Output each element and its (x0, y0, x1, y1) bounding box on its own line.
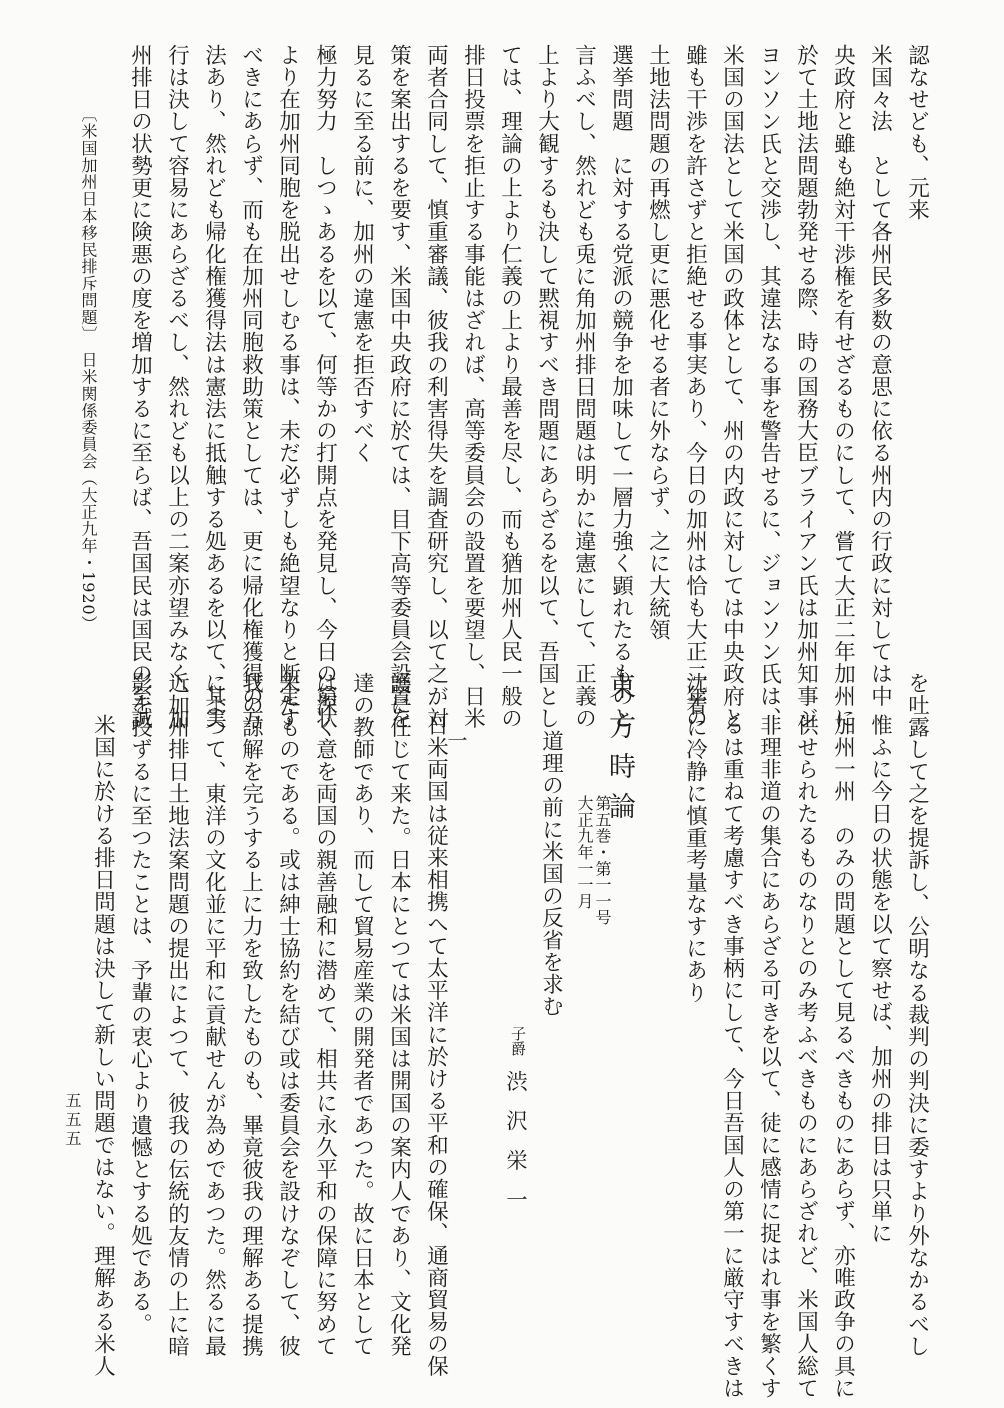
top-line: ては、理論の上より仁義の上より最善を尽し、而も猶加州人民一般の (497, 44, 523, 730)
continuation-line: を吐露して之を提訴し、公明なる裁判の判決に委すより外なかるべし (904, 672, 930, 1358)
top-line: 策を案出するを要す、米国中央政府に於ては、目下高等委員会設置を (386, 44, 412, 730)
top-line: 土地法問題の再燃し更に悪化せる者に外ならず、之に大統領 (645, 44, 671, 641)
body-line: 影を投ずるに至つたことは、予輩の衷心より遺憾とする処である。 (127, 672, 153, 1335)
top-line: 米国の国法として米国の政体として、州の内政に対しては中央政府と (719, 44, 745, 730)
body-line: 近加州排日土地法案問題の提出によつて、彼我の伝統的友情の上に暗 (164, 672, 190, 1358)
article-subtitle: 道理の前に米国の反省を求む (538, 730, 564, 1018)
body-line: 日米両国は従来相携へて太平洋に於ける平和の確保、通商貿易の保 (423, 714, 449, 1377)
top-line: ヨンソン氏と交渉し、其違法なる事を警告せるに、ジョンソン氏は、 (756, 44, 782, 730)
continuation-line: 供せられたるものなりとのみ考ふべきものにあらざれど、米国人総て (793, 714, 819, 1400)
top-line: 選挙問題 に対する党派の競争を加味して一層力強く顕れたるものと (608, 44, 634, 730)
top-line: 排日投票を拒止する事能はざれば、高等委員会の設置を要望し、日米 (460, 44, 486, 730)
page-number: 五五五 (63, 1092, 82, 1149)
body-line: 我の諒解を完うする上に力を致したものも、畢竟彼我の理解ある提携 (238, 672, 264, 1358)
body-line: によつて、東洋の文化並に平和に貢献せんが為めであつた。然るに最 (201, 672, 227, 1358)
section-number: 一 (444, 730, 468, 751)
top-line: より在加州同胞を脱出せしむる事は、未だ必ずしも絶望なりと断定す (275, 44, 301, 730)
author-rank: 子爵 (509, 1026, 527, 1056)
top-line: 言ふべし、然れども兎に角加州排日問題は明かに違憲にして、正義の (571, 44, 597, 730)
volume-line: 第五巻・第一一号 (593, 795, 612, 926)
journal-title: 東方時論 (604, 672, 635, 832)
body-line: 米国に於ける排日問題は決して新しい問題ではない。理解ある米人 (90, 714, 116, 1377)
top-line: 見るに至る前に、加州の違憲を拒否すべく (349, 44, 375, 464)
body-line: 来たものである。或は紳士協約を結び或は委員会を設けなぞして、彼 (275, 672, 301, 1358)
top-line: 法あり、然れども帰化権獲得法は憲法に抵触する処あるを以て、其実 (201, 44, 227, 730)
top-line: 行は決して容易にあらざるべし、然れども以上の二案亦望みなく、加 (164, 44, 190, 730)
continuation-line: 惟ふに今日の状態を以て察せば、加州の排日は只単に (867, 714, 893, 1245)
top-line: 米国々法 として各州民多数の意思に依る州内の行政に対しては中 (867, 44, 893, 707)
source-note: 〔米国加州日本移民排斥問題〕 日米関係委員会（大正九年・1920） (79, 106, 98, 633)
body-line: 達の教師であり、而して貿易産業の開発者であつた。故に日本として (349, 672, 375, 1358)
continuation-line: るは重ねて考慮すべき事柄にして、今日吾国人の第一に厳守すべきは (719, 714, 745, 1400)
top-line: 上より大観するも決して黙視すべき問題にあらざるを以て、吾国とし (534, 44, 560, 730)
continuation-line: 沈着に冷静に慎重考量なすにあり (682, 672, 708, 1004)
top-line: べきにあらず、而も在加州同胞救助策としては、更に帰化権獲得の方 (238, 44, 264, 730)
body-line: 護に任じて来た。日本にとつては米国は開国の案内人であり、文化発 (386, 672, 412, 1358)
top-line: 州排日の状勢更に険悪の度を増加するに至らば、吾国民は国民の至誠 (127, 44, 153, 730)
top-line: 於て土地法問題勃発せる際、時の国務大臣ブライアン氏は加州知事ジ (793, 44, 819, 730)
top-line: 極力努力 しつゝあるを以て、何等かの打開点を発見し、今日の窮状 (312, 44, 338, 730)
top-line: 両者合同して、慎重審議、彼我の利害得失を調査研究し、以て之が対 (423, 44, 449, 730)
top-line: 認なせども、元来 (904, 44, 930, 221)
author-name: 渋沢栄一 (502, 1070, 528, 1228)
continuation-line: 加州一州 のみの問題として見るべきものにあらず、亦唯政争の具に (830, 714, 856, 1400)
top-line: 央政府と雖も絶対干渉権を有せざるものにして、嘗て大正二年加州に (830, 44, 856, 730)
top-line: 雖も干渉を許さずと拒絶せる事実あり、今日の加州は恰も大正二年の (682, 44, 708, 730)
volume-date: 大正九年一一月 (575, 795, 594, 910)
continuation-line: 非理非道の集合にあらざる可きを以て、徒に感情に捉はれ事を繁くす (756, 714, 782, 1400)
body-line: は深く意を両国の親善融和に潜めて、相共に永久平和の保障に努めて (312, 672, 338, 1358)
